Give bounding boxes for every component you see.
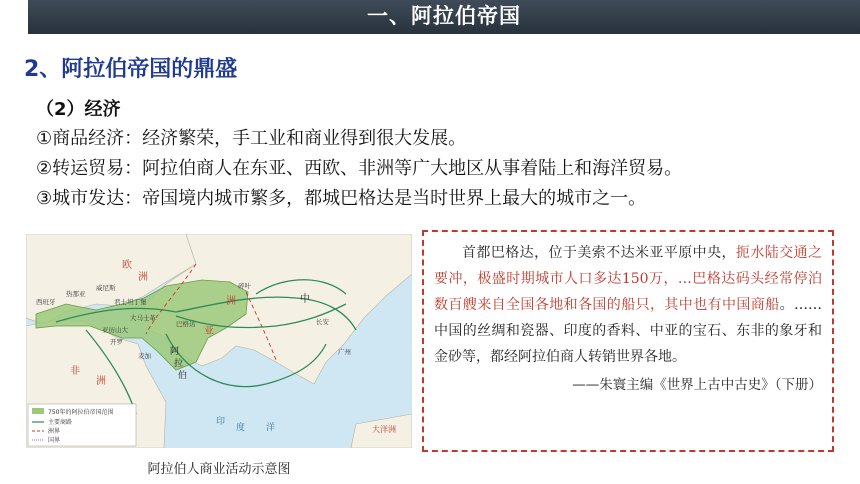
label-cairo: 开罗: [110, 338, 123, 346]
label-arabia-1: 阿: [170, 347, 180, 357]
label-arabia-2: 拉: [174, 359, 184, 369]
label-guangzhou: 广州: [338, 348, 351, 356]
trade-map: [26, 234, 412, 448]
label-changan: 长安: [316, 318, 329, 326]
quote-part-1: 首都巴格达，位于美索不达米亚平原中央，: [462, 245, 736, 261]
legend-continent: 洲界: [48, 428, 61, 435]
lesson-subtitle: 2、阿拉伯帝国的鼎盛: [24, 57, 238, 82]
point-item: ②转运贸易：阿拉伯商人在东亚、西欧、非洲等广大地区从事着陆上和海洋贸易。: [36, 158, 683, 179]
label-damascus: 大马士革: [130, 314, 156, 322]
label-asia-2: 洲: [226, 296, 236, 307]
label-constantinople: 君士坦丁堡: [114, 298, 147, 306]
label-mecca: 麦加: [138, 352, 151, 360]
label-alexandria: 亚历山大: [102, 326, 128, 334]
label-china: 中: [300, 294, 310, 305]
label-baghdad: 巴格达: [176, 320, 196, 328]
point-item: ①商品经济：经济繁荣，手工业和商业得到很大发展。: [36, 128, 467, 149]
label-genoa: 热那亚: [66, 290, 86, 298]
map-caption: 阿拉伯人商业活动示意图: [147, 462, 291, 477]
label-arabia-3: 伯: [178, 371, 188, 381]
chapter-title: 一、阿拉伯帝国: [367, 4, 521, 28]
quote-source: ——朱寰主编《世界上古中古史》（下册）: [572, 377, 822, 393]
legend-empire: 750年的阿拉伯帝国范围: [48, 409, 114, 416]
quote-part-3: 。……中国的丝绸和瓷器、印度的香料、中亚的宝石、东非的象牙和金砂等，都经阿拉伯商人转销世界各地。: [434, 297, 823, 365]
legend-border: 国界: [48, 437, 61, 444]
map-legend: [28, 404, 136, 446]
quote-highlight: 扼水陆交通之要冲，极盛时期城市人口多达150万，…巴格达码头经常停泊数百艘来自全国各地和各国的船只，其中也有中国商船: [434, 245, 823, 313]
label-indian-ocean-1: 印: [216, 417, 226, 427]
section-heading: （2）经济: [36, 99, 121, 120]
chapter-banner: [28, 0, 860, 34]
point-item: ③城市发达：帝国境内城市繁多，都城巴格达是当时世界上最大的城市之一。: [36, 188, 647, 209]
label-africa-2: 洲: [96, 376, 106, 387]
label-suining: 碎叶: [238, 282, 251, 290]
economy-points: [36, 124, 682, 214]
label-africa-1: 非: [70, 366, 80, 377]
label-west-africa: 西班牙: [36, 298, 56, 306]
label-oceania: 大洋洲: [372, 425, 396, 434]
label-indian-ocean-2: 度: [236, 423, 246, 433]
quote-box: [422, 230, 834, 452]
label-europe-2: 洲: [138, 272, 148, 283]
legend-route: 主要商路: [48, 419, 73, 426]
label-indian-ocean-3: 洋: [266, 423, 276, 433]
label-europe-1: 欧: [122, 260, 132, 271]
label-asia-1: 亚: [204, 326, 214, 337]
label-venice: 威尼斯: [96, 284, 116, 292]
quote-text: [434, 240, 822, 370]
